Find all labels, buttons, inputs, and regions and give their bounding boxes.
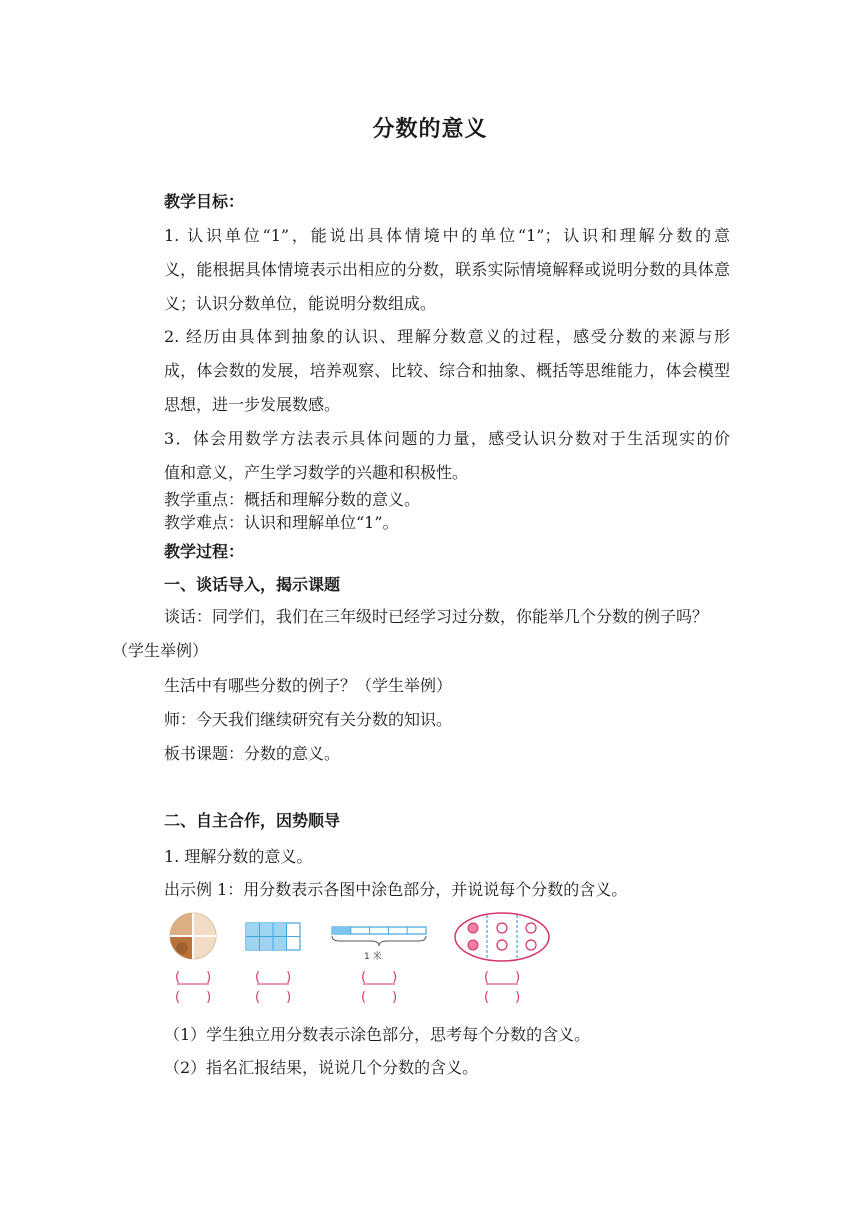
fraction-3-numerator-blank: ( ) — [361, 970, 398, 985]
teacher-line: 师：今天我们继续研究有关分数的知识。 — [164, 710, 453, 729]
sub-step-1: （1）学生独立用分数表示涂色部分，思考每个分数的含义。 — [164, 1025, 591, 1044]
example-1: 出示例 1：用分数表示各图中涂色部分，并说说每个分数的含义。 — [164, 880, 628, 899]
process-heading: 教学过程： — [164, 542, 245, 561]
objective-3-line-1: 3．体会用数学方法表示具体问题的力量，感受认识分数对于生活现实的价 — [164, 429, 730, 448]
cookie-circle-illustration — [170, 913, 216, 959]
fraction-1-numerator-blank: ( ) — [175, 970, 212, 985]
objective-3-line-2: 值和意义，产生学习数学的兴趣和积极性。 — [164, 463, 469, 482]
meter-label: 1 米 — [364, 952, 382, 962]
fraction-4-numerator-blank: ( ) — [484, 970, 521, 985]
objectives-heading: 教学目标： — [164, 192, 245, 211]
example-figure — [164, 910, 564, 1005]
fraction-4-denominator-blank: ( ) — [484, 990, 521, 1005]
board-title: 板书课题：分数的意义。 — [164, 744, 341, 763]
sub-step-2: （2）指名汇报结果，说说几个分数的含义。 — [164, 1058, 479, 1077]
key-point: 教学重点：概括和理解分数的意义。 — [164, 490, 421, 509]
life-examples: 生活中有哪些分数的例子？（学生举例） — [164, 676, 453, 695]
objective-2-line-3: 思想，进一步发展数感。 — [164, 395, 341, 414]
objective-2-line-1: 2. 经历由具体到抽象的认识、理解分数意义的过程，感受分数的来源与形 — [164, 327, 730, 346]
objective-1-line-1: 1. 认识单位“1”，能说出具体情境中的单位“1”；认识和理解分数的意 — [164, 226, 730, 245]
section-1-heading: 一、谈话导入，揭示课题 — [164, 575, 341, 594]
objective-1-line-2: 义，能根据具体情境表示出相应的分数，联系实际情境解释或说明分数的具体意 — [164, 260, 730, 279]
talk-line-2: （学生举例） — [112, 641, 209, 660]
talk-line-1: 谈话：同学们，我们在三年级时已经学习过分数，你能举几个分数的例子吗？ — [164, 607, 709, 626]
fraction-2-denominator-blank: ( ) — [255, 990, 292, 1005]
page-title: 分数的意义 — [372, 117, 488, 142]
objective-2-line-2: 成，体会数的发展，培养观察、比较、综合和抽象、概括等思维能力，体会模型 — [164, 361, 730, 380]
grid-rectangle-illustration — [246, 923, 300, 950]
oval-circles-illustration — [455, 913, 549, 961]
step-1: 1. 理解分数的意义。 — [164, 847, 313, 866]
section-2-heading: 二、自主合作，因势顺导 — [164, 811, 341, 830]
meter-strip-illustration — [332, 927, 426, 946]
fraction-1-denominator-blank: ( ) — [175, 990, 212, 1005]
objective-1-line-3: 义；认识分数单位，能说明分数组成。 — [164, 294, 437, 313]
difficulty: 教学难点：认识和理解单位“1”。 — [164, 513, 399, 532]
fraction-3-denominator-blank: ( ) — [361, 990, 398, 1005]
fraction-2-numerator-blank: ( ) — [255, 970, 292, 985]
